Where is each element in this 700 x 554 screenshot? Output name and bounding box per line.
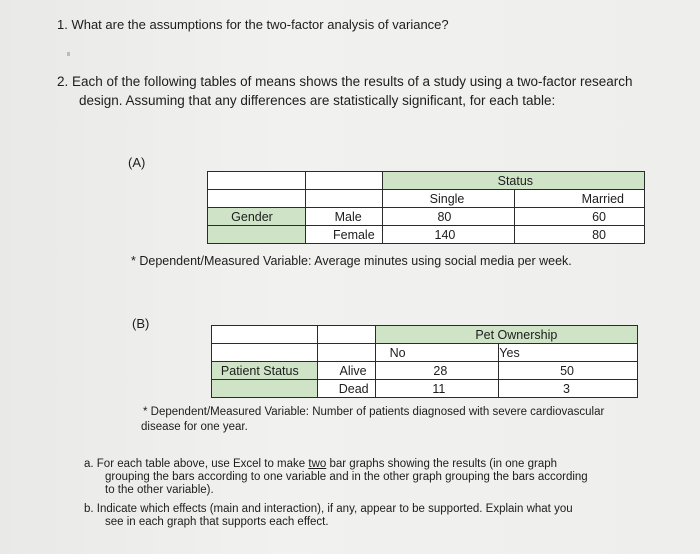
table-a-header: Status xyxy=(382,172,644,190)
table-a xyxy=(207,171,645,244)
item-a-line-3: to the other variable). xyxy=(105,484,214,496)
table-a-cell-male-married: 60 xyxy=(515,208,645,226)
table-b-row-alive: Alive xyxy=(317,362,375,380)
table-b xyxy=(211,325,638,398)
question-2-line-2: design. Assuming that any differences are statistically significant, for each table: xyxy=(79,93,556,108)
table-a-cell-female-single: 140 xyxy=(382,226,515,244)
table-a-note: * Dependent/Measured Variable: Average minutes using social media per week. xyxy=(131,254,572,268)
table-b-header: Pet Ownership xyxy=(375,326,637,344)
table-a-col-single: Single xyxy=(382,190,515,208)
table-b-note-line-2: disease for one year. xyxy=(141,421,248,433)
item-a-line-2: grouping the bars according to one variable and in the other graph grouping the bars according xyxy=(105,471,588,483)
table-b-cell-dead-yes: 3 xyxy=(499,380,638,398)
table-b-row-dead: Dead xyxy=(317,380,375,398)
table-b-cell-dead-no: 11 xyxy=(375,380,499,398)
table-b-col-no: No xyxy=(375,344,499,362)
table-a-row-factor: Gender xyxy=(208,208,306,226)
item-a-underlined: two xyxy=(308,458,327,470)
table-b-col-yes: Yes xyxy=(499,344,638,362)
table-b-note-line-1: * Dependent/Measured Variable: Number of patients diagnosed with severe cardiovascular xyxy=(143,406,605,418)
table-a-row-male: Male xyxy=(305,208,382,226)
table-a-cell-female-married: 80 xyxy=(515,226,645,244)
table-a-col-married: Married xyxy=(515,190,645,208)
table-a-label: (A) xyxy=(128,155,146,170)
question-2-line-1: 2. Each of the following tables of means shows the results of a study using a two-factor research xyxy=(57,74,633,89)
item-b-line-1: b. Indicate which effects (main and interaction), if any, appear to be supported. Explain what you xyxy=(84,503,573,515)
item-a-prefix: a. For each table above, use Excel to make xyxy=(84,458,309,470)
stray-mark xyxy=(67,52,70,56)
item-a-line-1 xyxy=(84,458,557,470)
table-a-row-female: Female xyxy=(305,226,382,244)
table-b-cell-alive-no: 28 xyxy=(375,362,499,380)
table-b-row-factor: Patient Status xyxy=(212,362,318,380)
question-1: 1. What are the assumptions for the two-factor analysis of variance? xyxy=(57,17,449,32)
item-b-line-2: see in each graph that supports each effect. xyxy=(105,516,329,528)
item-a-suffix: bar graphs showing the results (in one graph xyxy=(326,458,558,470)
table-b-cell-alive-yes: 50 xyxy=(499,362,638,380)
table-a-cell-male-single: 80 xyxy=(382,208,515,226)
table-b-label: (B) xyxy=(132,316,150,331)
